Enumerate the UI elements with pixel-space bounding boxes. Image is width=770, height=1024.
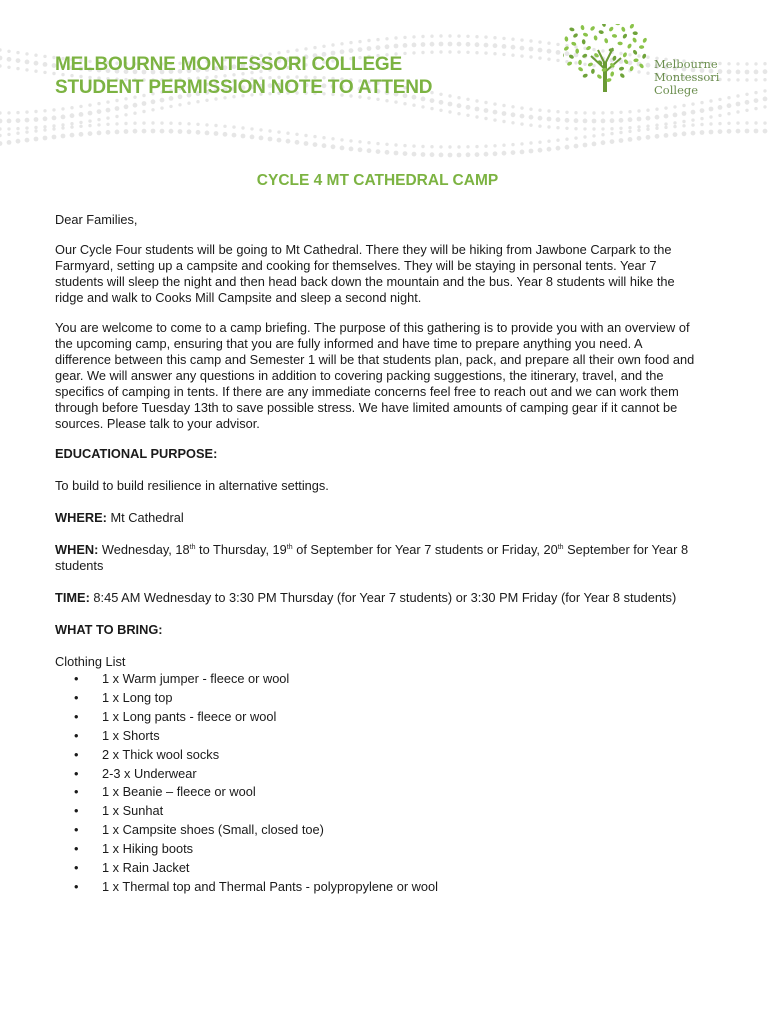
college-logo-text bbox=[654, 58, 719, 97]
list-item-text: 1 x Rain Jacket bbox=[102, 860, 190, 876]
list-item bbox=[55, 727, 700, 746]
list-item-text: 1 x Thermal top and Thermal Pants - polypropylene or wool bbox=[102, 878, 438, 894]
list-item bbox=[55, 746, 700, 765]
list-item-text: 1 x Beanie – fleece or wool bbox=[102, 784, 256, 800]
time-line: TIME: 8:45 AM Wednesday to 3:30 PM Thursday (for Year 7 students) or 3:30 PM Friday (for Year 8 students) bbox=[55, 590, 677, 605]
list-item bbox=[55, 708, 700, 727]
what-to-bring-heading: WHAT TO BRING: bbox=[55, 622, 163, 637]
list-item bbox=[55, 840, 700, 859]
bullet-icon: • bbox=[74, 860, 79, 876]
letter-body bbox=[55, 172, 700, 897]
bullet-icon: • bbox=[74, 878, 79, 894]
paragraph-trip-overview: Our Cycle Four students will be going to Mt Cathedral. There they will be hiking from Jawbone Carpark to the Farmyard, setting up a campsite and cooking for themselves. They will be staying in personal tents. Year 7 students will sleep the night and then head back down the mountain and the bus. Year 8 students will hike the ridge and walk to Cooks Mill Campsite and sleep a second night. bbox=[55, 242, 675, 305]
list-item-text: 1 x Hiking boots bbox=[102, 841, 194, 857]
educational-purpose-heading: EDUCATIONAL PURPOSE: bbox=[55, 446, 218, 461]
bullet-icon: • bbox=[74, 822, 79, 838]
list-item-text: 1 x Shorts bbox=[102, 727, 160, 743]
bullet-icon: • bbox=[74, 671, 79, 686]
list-item-text: 1 x Long top bbox=[102, 689, 173, 705]
where-line: WHERE: Mt Cathedral bbox=[55, 510, 184, 525]
list-item-text: 1 x Sunhat bbox=[102, 803, 164, 819]
bullet-icon: • bbox=[74, 803, 79, 819]
clothing-list bbox=[55, 670, 700, 897]
greeting: Dear Families, bbox=[55, 212, 138, 227]
bullet-icon: • bbox=[74, 784, 79, 800]
list-item bbox=[55, 670, 700, 689]
document-header bbox=[55, 53, 432, 99]
list-item bbox=[55, 802, 700, 821]
bullet-icon: • bbox=[74, 746, 79, 762]
camp-title: CYCLE 4 MT CATHEDRAL CAMP bbox=[256, 172, 499, 189]
bullet-icon: • bbox=[74, 765, 79, 781]
logo-line-1: Melbourne bbox=[654, 57, 718, 71]
list-item-text: 2-3 x Underwear bbox=[102, 765, 197, 781]
list-item bbox=[55, 859, 700, 878]
logo-line-2: Montessori bbox=[654, 70, 720, 84]
list-item bbox=[55, 878, 700, 897]
list-item bbox=[55, 821, 700, 840]
list-item bbox=[55, 689, 700, 708]
header-line-1: MELBOURNE MONTESSORI COLLEGE bbox=[55, 54, 402, 75]
logo-line-3: College bbox=[654, 83, 699, 97]
header-line-2: STUDENT PERMISSION NOTE TO ATTEND bbox=[55, 77, 433, 98]
list-item bbox=[55, 765, 700, 784]
educational-purpose-text: To build to build resilience in alternative settings. bbox=[55, 478, 329, 493]
bullet-icon: • bbox=[74, 689, 79, 705]
list-item bbox=[55, 783, 700, 802]
bullet-icon: • bbox=[74, 727, 79, 743]
list-item-text: 1 x Campsite shoes (Small, closed toe) bbox=[102, 822, 324, 838]
bullet-icon: • bbox=[74, 708, 79, 724]
clothing-list-heading: Clothing List bbox=[55, 654, 126, 669]
list-item-text: 1 x Long pants - fleece or wool bbox=[102, 708, 277, 724]
list-item-text: 2 x Thick wool socks bbox=[102, 746, 220, 762]
list-item-text: 1 x Warm jumper - fleece or wool bbox=[102, 671, 290, 686]
paragraph-camp-briefing: You are welcome to come to a camp briefing. The purpose of this gathering is to provide you with an overview of the upcoming camp, ensuring that you are fully informed and have time to prepare anything you need. A difference between this camp and Semester 1 will be that students plan, pack, and prepare all their own food and gear. We will answer any questions in addition to covering packing suggestions, the itinerary, travel, and the specifics of camping in tents. If there are any immediate concerns feel free to reach out and we can work them through before Tuesday 13th to save possible stress. We have limited amounts of camping gear if it cannot be sources. Please talk to your advisor. bbox=[55, 320, 695, 431]
when-line: WHEN: Wednesday, 18th to Thursday, 19th of September for Year 7 students or Friday, 20th September for Year 8 students bbox=[55, 542, 689, 573]
bullet-icon: • bbox=[74, 841, 79, 857]
